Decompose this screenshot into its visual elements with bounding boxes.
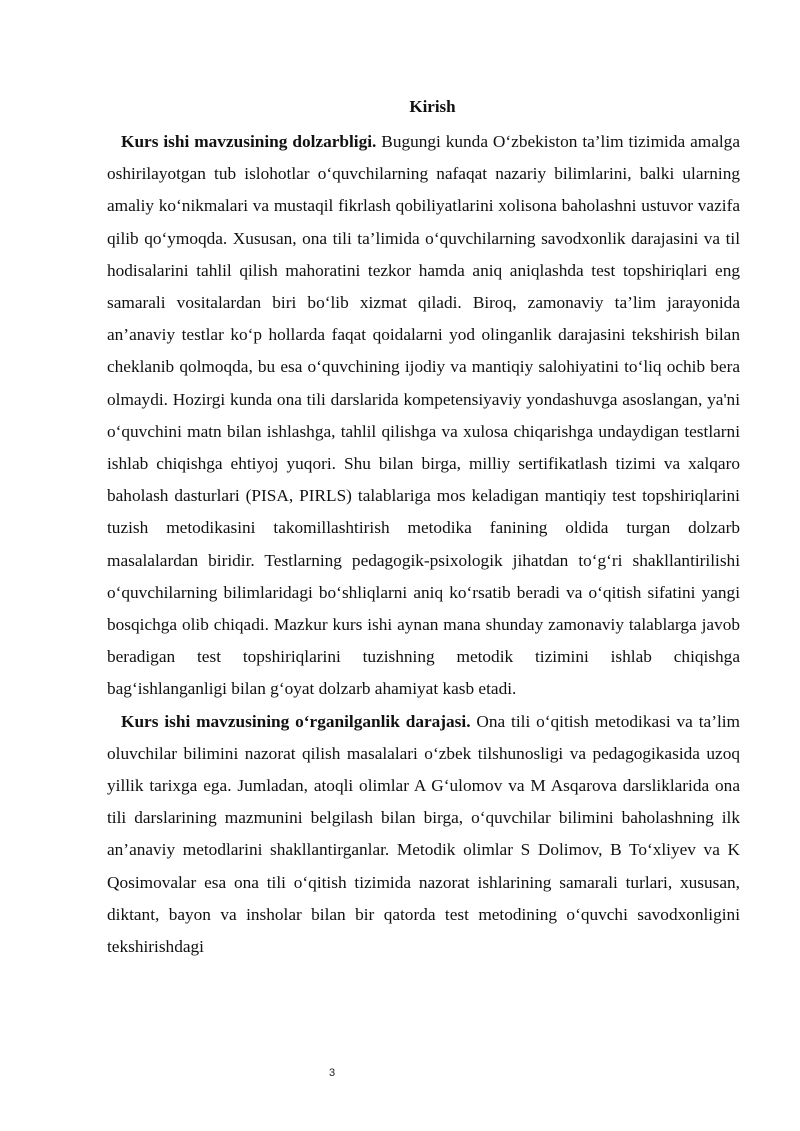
paragraph-text: Ona tili o‘qitish metodikasi va ta’lim oluvchilar bilimini nazorat qilish masalalari o‘zbek tilshunosligi va pedagogikasida uzoq yillik tarixga ega. Jumladan, atoqli olimlar A G‘ulomov va M Asqarova darsliklarida ona tili darslarining mazmunini belgilash bilan birga, o‘quvchilar bilimini baholashning ilk an’anaviy metodlarini shakllantirganlar. Metodik olimlar S Dolimov, B To‘xliyev va K Qosimovalar esa ona tili o‘qitish tizimida nazorat ishlarining samarali turlari, xususan, diktant, bayon va insholar bilan bir qatorda test metodining o‘quvchi savodxonligini tekshirishdagi [107,711,740,957]
paragraph-relevance [107,126,740,706]
paragraph-lead: Kurs ishi mavzusining dolzarbligi. [121,132,377,151]
body-text [107,126,740,963]
page-number: 3 [328,1067,336,1079]
paragraph-study-level [107,706,740,964]
paragraph-text: Bugungi kunda O‘zbekiston ta’lim tizimida amalga oshirilayotgan tub islohotlar o‘quvchilarning nafaqat nazariy bilimlarini, balki ularning amaliy ko‘nikmalari va mustaqil fikrlash qobiliyatlarini xolisona baholashni ustuvor vazifa qilib qo‘ymoqda. Xususan, ona tili ta’limida o‘quvchilarning savodxonlik darajasini va til hodisalarini tahlil qilish mahoratini tezkor hamda aniq aniqlashda test topshiriqlari eng samarali vositalardan biri bo‘lib xizmat qiladi. Biroq, zamonaviy ta’lim jarayonida an’anaviy testlar ko‘p hollarda faqat qoidalarni yod olinganlik darajasini tekshirish bilan cheklanib qolmoqda, bu esa o‘quvchining ijodiy va mantiqiy salohiyatini to‘liq ochib bera olmaydi. Hozirgi kunda ona tili darslarida kompetensiyaviy yondashuvga asoslangan, ya'ni o‘quvchini matn bilan ishlashga, tahlil qilishga va xulosa chiqarishga undaydigan testlarni ishlab chiqishga ehtiyoj yuqori. Shu bilan birga, milliy sertifikatlash tizimi va xalqaro baholash dasturlari (PISA, PIRLS) talablariga mos keladigan mantiqiy test topshiriqlarini tuzish metodikasini takomillashtirish metodika fanining oldida turgan dolzarb masalalardan biridir. Testlarning pedagogik-psixologik jihatdan to‘g‘ri shakllantirilishi o‘quvchilarning bilimlaridagi bo‘shliqlarni aniq ko‘rsatib beradi va o‘qitish sifatini yangi bosqichga olib chiqadi. Mazkur kurs ishi aynan mana shunday zamonaviy talablarga javob beradigan test topshiriqlarini tuzishning metodik tizimini ishlab chiqishga bag‘ishlanganligi bilan g‘oyat dolzarb ahamiyat kasb etadi. [107,132,740,699]
paragraph-lead: Kurs ishi mavzusining o‘rganilganlik darajasi. [121,711,471,731]
section-heading: Kirish [409,97,456,116]
